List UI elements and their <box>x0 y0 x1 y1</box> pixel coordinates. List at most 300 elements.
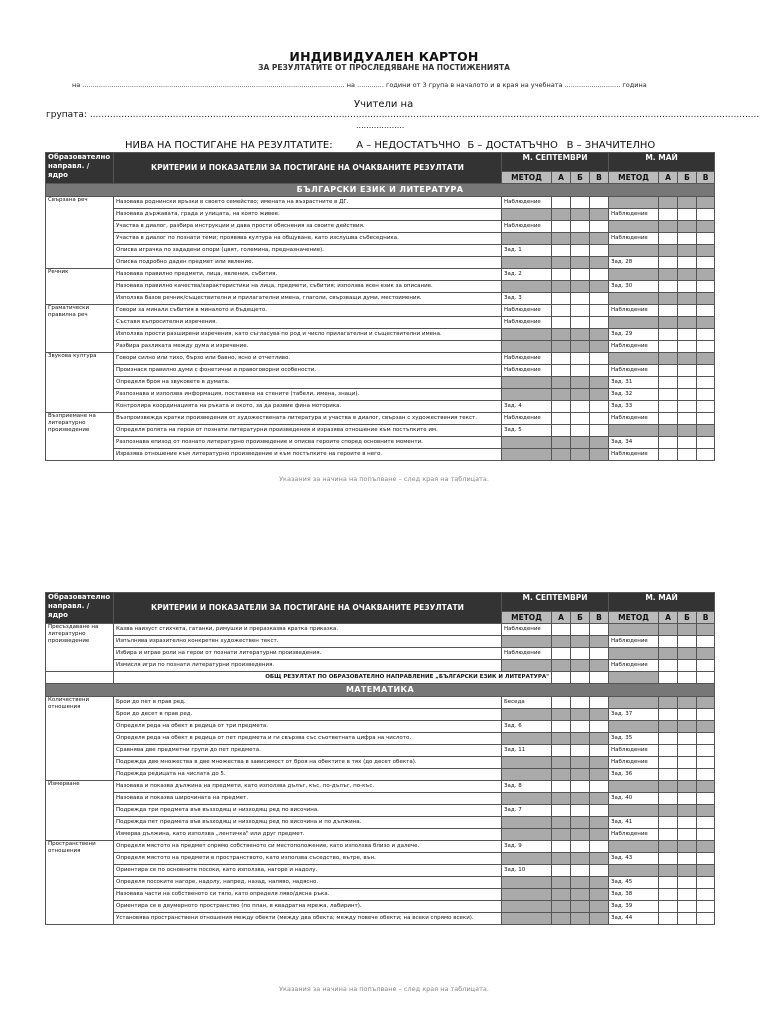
sept-method-cell[interactable] <box>502 829 552 841</box>
sept-b-cell[interactable] <box>571 697 590 709</box>
may-method-cell[interactable] <box>609 425 659 437</box>
may-a-cell[interactable] <box>659 865 678 877</box>
sept-b-cell[interactable] <box>571 660 590 672</box>
may-b-cell[interactable] <box>678 769 697 781</box>
sept-c-cell[interactable] <box>590 269 609 281</box>
may-a-cell[interactable] <box>659 877 678 889</box>
sept-b-cell[interactable] <box>571 889 590 901</box>
may-a-cell[interactable] <box>659 841 678 853</box>
sept-b-cell[interactable] <box>571 197 590 209</box>
may-b-cell[interactable] <box>678 889 697 901</box>
may-b-cell[interactable] <box>678 829 697 841</box>
may-b-cell[interactable] <box>678 305 697 317</box>
sept-b-cell[interactable] <box>571 853 590 865</box>
may-c-cell[interactable] <box>697 305 715 317</box>
may-a-cell[interactable] <box>659 413 678 425</box>
sept-b-cell[interactable] <box>571 209 590 221</box>
may-method-cell[interactable]: Наблюдение <box>609 449 659 461</box>
sept-b-cell[interactable] <box>571 305 590 317</box>
may-c-cell[interactable] <box>697 389 715 401</box>
may-b-cell[interactable] <box>678 841 697 853</box>
may-method-cell[interactable] <box>609 293 659 305</box>
sept-method-cell[interactable]: Зад. 6 <box>502 721 552 733</box>
sept-method-cell[interactable]: Наблюдение <box>502 197 552 209</box>
may-method-cell[interactable]: Зад. 28 <box>609 257 659 269</box>
sept-c-cell[interactable] <box>590 913 609 925</box>
total-may-b[interactable] <box>678 672 697 684</box>
may-b-cell[interactable] <box>678 817 697 829</box>
sept-c-cell[interactable] <box>590 709 609 721</box>
may-a-cell[interactable] <box>659 257 678 269</box>
sept-a-cell[interactable] <box>552 805 571 817</box>
may-a-cell[interactable] <box>659 660 678 672</box>
may-c-cell[interactable] <box>697 793 715 805</box>
may-method-cell[interactable]: Наблюдение <box>609 757 659 769</box>
may-c-cell[interactable] <box>697 865 715 877</box>
sept-a-cell[interactable] <box>552 317 571 329</box>
sept-c-cell[interactable] <box>590 305 609 317</box>
may-c-cell[interactable] <box>697 624 715 636</box>
may-method-cell[interactable]: Наблюдение <box>609 829 659 841</box>
may-a-cell[interactable] <box>659 853 678 865</box>
may-c-cell[interactable] <box>697 257 715 269</box>
sept-method-cell[interactable] <box>502 281 552 293</box>
sept-a-cell[interactable] <box>552 449 571 461</box>
sept-b-cell[interactable] <box>571 329 590 341</box>
sept-method-cell[interactable] <box>502 901 552 913</box>
may-method-cell[interactable]: Зад. 44 <box>609 913 659 925</box>
may-method-cell[interactable]: Наблюдение <box>609 305 659 317</box>
may-a-cell[interactable] <box>659 425 678 437</box>
sept-method-cell[interactable]: Наблюдение <box>502 317 552 329</box>
may-method-cell[interactable]: Зад. 38 <box>609 889 659 901</box>
may-c-cell[interactable] <box>697 353 715 365</box>
may-method-cell[interactable] <box>609 317 659 329</box>
may-b-cell[interactable] <box>678 413 697 425</box>
may-c-cell[interactable] <box>697 449 715 461</box>
sept-a-cell[interactable] <box>552 793 571 805</box>
may-b-cell[interactable] <box>678 353 697 365</box>
may-method-cell[interactable]: Наблюдение <box>609 233 659 245</box>
may-method-cell[interactable]: Наблюдение <box>609 365 659 377</box>
may-b-cell[interactable] <box>678 660 697 672</box>
may-b-cell[interactable] <box>678 401 697 413</box>
may-c-cell[interactable] <box>697 913 715 925</box>
may-a-cell[interactable] <box>659 221 678 233</box>
may-b-cell[interactable] <box>678 745 697 757</box>
may-c-cell[interactable] <box>697 889 715 901</box>
total-may-a[interactable] <box>659 672 678 684</box>
sept-b-cell[interactable] <box>571 221 590 233</box>
sept-method-cell[interactable] <box>502 709 552 721</box>
may-method-cell[interactable] <box>609 805 659 817</box>
sept-method-cell[interactable] <box>502 817 552 829</box>
may-method-cell[interactable]: Наблюдение <box>609 745 659 757</box>
may-b-cell[interactable] <box>678 329 697 341</box>
may-b-cell[interactable] <box>678 437 697 449</box>
may-method-cell[interactable]: Наблюдение <box>609 660 659 672</box>
may-b-cell[interactable] <box>678 317 697 329</box>
may-b-cell[interactable] <box>678 913 697 925</box>
may-a-cell[interactable] <box>659 697 678 709</box>
sept-a-cell[interactable] <box>552 865 571 877</box>
may-a-cell[interactable] <box>659 733 678 745</box>
may-method-cell[interactable] <box>609 197 659 209</box>
may-method-cell[interactable]: Зад. 31 <box>609 377 659 389</box>
sept-b-cell[interactable] <box>571 317 590 329</box>
sept-c-cell[interactable] <box>590 805 609 817</box>
sept-a-cell[interactable] <box>552 437 571 449</box>
sept-c-cell[interactable] <box>590 733 609 745</box>
may-b-cell[interactable] <box>678 865 697 877</box>
sept-method-cell[interactable]: Зад. 10 <box>502 865 552 877</box>
may-c-cell[interactable] <box>697 660 715 672</box>
sept-a-cell[interactable] <box>552 709 571 721</box>
may-a-cell[interactable] <box>659 437 678 449</box>
may-c-cell[interactable] <box>697 829 715 841</box>
may-method-cell[interactable]: Зад. 43 <box>609 853 659 865</box>
sept-b-cell[interactable] <box>571 757 590 769</box>
may-method-cell[interactable] <box>609 648 659 660</box>
may-b-cell[interactable] <box>678 697 697 709</box>
may-b-cell[interactable] <box>678 721 697 733</box>
may-c-cell[interactable] <box>697 269 715 281</box>
may-b-cell[interactable] <box>678 257 697 269</box>
sept-method-cell[interactable]: Наблюдение <box>502 305 552 317</box>
may-method-cell[interactable]: Наблюдение <box>609 636 659 648</box>
may-b-cell[interactable] <box>678 233 697 245</box>
sept-a-cell[interactable] <box>552 733 571 745</box>
sept-c-cell[interactable] <box>590 341 609 353</box>
sept-c-cell[interactable] <box>590 636 609 648</box>
sept-a-cell[interactable] <box>552 293 571 305</box>
sept-method-cell[interactable]: Зад. 2 <box>502 269 552 281</box>
sept-a-cell[interactable] <box>552 209 571 221</box>
sept-b-cell[interactable] <box>571 365 590 377</box>
may-method-cell[interactable]: Зад. 29 <box>609 329 659 341</box>
sept-method-cell[interactable] <box>502 769 552 781</box>
may-a-cell[interactable] <box>659 245 678 257</box>
may-a-cell[interactable] <box>659 913 678 925</box>
may-b-cell[interactable] <box>678 793 697 805</box>
sept-method-cell[interactable] <box>502 757 552 769</box>
may-b-cell[interactable] <box>678 245 697 257</box>
sept-c-cell[interactable] <box>590 889 609 901</box>
sept-a-cell[interactable] <box>552 341 571 353</box>
sept-c-cell[interactable] <box>590 817 609 829</box>
sept-a-cell[interactable] <box>552 389 571 401</box>
may-c-cell[interactable] <box>697 817 715 829</box>
sept-method-cell[interactable]: Наблюдение <box>502 365 552 377</box>
sept-b-cell[interactable] <box>571 901 590 913</box>
may-c-cell[interactable] <box>697 636 715 648</box>
may-a-cell[interactable] <box>659 197 678 209</box>
sept-b-cell[interactable] <box>571 341 590 353</box>
may-c-cell[interactable] <box>697 341 715 353</box>
may-b-cell[interactable] <box>678 449 697 461</box>
may-method-cell[interactable]: Зад. 33 <box>609 401 659 413</box>
sept-b-cell[interactable] <box>571 425 590 437</box>
sept-c-cell[interactable] <box>590 793 609 805</box>
sept-method-cell[interactable]: Зад. 5 <box>502 425 552 437</box>
sept-b-cell[interactable] <box>571 269 590 281</box>
sept-b-cell[interactable] <box>571 841 590 853</box>
sept-a-cell[interactable] <box>552 281 571 293</box>
may-b-cell[interactable] <box>678 648 697 660</box>
sept-b-cell[interactable] <box>571 636 590 648</box>
sept-method-cell[interactable]: Зад. 7 <box>502 805 552 817</box>
may-c-cell[interactable] <box>697 401 715 413</box>
sept-method-cell[interactable]: Наблюдение <box>502 624 552 636</box>
may-method-cell[interactable]: Зад. 40 <box>609 793 659 805</box>
sept-method-cell[interactable]: Беседа <box>502 697 552 709</box>
sept-c-cell[interactable] <box>590 437 609 449</box>
may-c-cell[interactable] <box>697 377 715 389</box>
may-a-cell[interactable] <box>659 269 678 281</box>
sept-b-cell[interactable] <box>571 389 590 401</box>
may-b-cell[interactable] <box>678 733 697 745</box>
may-c-cell[interactable] <box>697 841 715 853</box>
sept-c-cell[interactable] <box>590 865 609 877</box>
may-a-cell[interactable] <box>659 209 678 221</box>
sept-a-cell[interactable] <box>552 197 571 209</box>
may-a-cell[interactable] <box>659 233 678 245</box>
may-method-cell[interactable]: Зад. 35 <box>609 733 659 745</box>
may-method-cell[interactable] <box>609 245 659 257</box>
sept-b-cell[interactable] <box>571 745 590 757</box>
may-c-cell[interactable] <box>697 805 715 817</box>
sept-b-cell[interactable] <box>571 877 590 889</box>
may-b-cell[interactable] <box>678 805 697 817</box>
sept-c-cell[interactable] <box>590 425 609 437</box>
sept-c-cell[interactable] <box>590 660 609 672</box>
may-c-cell[interactable] <box>697 437 715 449</box>
sept-b-cell[interactable] <box>571 781 590 793</box>
sept-a-cell[interactable] <box>552 269 571 281</box>
may-c-cell[interactable] <box>697 757 715 769</box>
sept-method-cell[interactable] <box>502 329 552 341</box>
sept-b-cell[interactable] <box>571 233 590 245</box>
sept-a-cell[interactable] <box>552 889 571 901</box>
sept-b-cell[interactable] <box>571 721 590 733</box>
may-method-cell[interactable] <box>609 865 659 877</box>
sept-b-cell[interactable] <box>571 413 590 425</box>
may-c-cell[interactable] <box>697 877 715 889</box>
may-method-cell[interactable]: Зад. 37 <box>609 709 659 721</box>
sept-b-cell[interactable] <box>571 624 590 636</box>
total-sept-b[interactable] <box>571 672 590 684</box>
may-a-cell[interactable] <box>659 401 678 413</box>
sept-a-cell[interactable] <box>552 697 571 709</box>
sept-method-cell[interactable]: Зад. 11 <box>502 745 552 757</box>
may-a-cell[interactable] <box>659 721 678 733</box>
may-method-cell[interactable]: Зад. 32 <box>609 389 659 401</box>
sept-b-cell[interactable] <box>571 281 590 293</box>
sept-c-cell[interactable] <box>590 877 609 889</box>
sept-a-cell[interactable] <box>552 745 571 757</box>
sept-c-cell[interactable] <box>590 745 609 757</box>
sept-method-cell[interactable] <box>502 793 552 805</box>
sept-method-cell[interactable]: Зад. 9 <box>502 841 552 853</box>
may-b-cell[interactable] <box>678 389 697 401</box>
sept-a-cell[interactable] <box>552 413 571 425</box>
sept-a-cell[interactable] <box>552 257 571 269</box>
may-b-cell[interactable] <box>678 365 697 377</box>
may-a-cell[interactable] <box>659 793 678 805</box>
may-method-cell[interactable]: Зад. 30 <box>609 281 659 293</box>
may-method-cell[interactable] <box>609 781 659 793</box>
may-a-cell[interactable] <box>659 281 678 293</box>
sept-method-cell[interactable] <box>502 913 552 925</box>
may-b-cell[interactable] <box>678 757 697 769</box>
sept-c-cell[interactable] <box>590 293 609 305</box>
sept-a-cell[interactable] <box>552 425 571 437</box>
sept-method-cell[interactable]: Зад. 3 <box>502 293 552 305</box>
may-a-cell[interactable] <box>659 365 678 377</box>
may-c-cell[interactable] <box>697 197 715 209</box>
sept-b-cell[interactable] <box>571 733 590 745</box>
sept-c-cell[interactable] <box>590 257 609 269</box>
sept-a-cell[interactable] <box>552 353 571 365</box>
sept-method-cell[interactable]: Наблюдение <box>502 413 552 425</box>
may-a-cell[interactable] <box>659 781 678 793</box>
may-c-cell[interactable] <box>697 233 715 245</box>
sept-a-cell[interactable] <box>552 781 571 793</box>
may-b-cell[interactable] <box>678 709 697 721</box>
may-c-cell[interactable] <box>697 901 715 913</box>
sept-a-cell[interactable] <box>552 245 571 257</box>
may-a-cell[interactable] <box>659 829 678 841</box>
may-c-cell[interactable] <box>697 745 715 757</box>
sept-b-cell[interactable] <box>571 817 590 829</box>
sept-c-cell[interactable] <box>590 233 609 245</box>
sept-b-cell[interactable] <box>571 913 590 925</box>
sept-c-cell[interactable] <box>590 449 609 461</box>
may-c-cell[interactable] <box>697 709 715 721</box>
sept-method-cell[interactable] <box>502 877 552 889</box>
sept-b-cell[interactable] <box>571 648 590 660</box>
may-method-cell[interactable] <box>609 697 659 709</box>
sept-b-cell[interactable] <box>571 709 590 721</box>
may-method-cell[interactable]: Зад. 34 <box>609 437 659 449</box>
sept-b-cell[interactable] <box>571 353 590 365</box>
may-c-cell[interactable] <box>697 721 715 733</box>
sept-c-cell[interactable] <box>590 721 609 733</box>
sept-c-cell[interactable] <box>590 329 609 341</box>
may-c-cell[interactable] <box>697 245 715 257</box>
sept-a-cell[interactable] <box>552 636 571 648</box>
sept-method-cell[interactable] <box>502 233 552 245</box>
sept-method-cell[interactable] <box>502 341 552 353</box>
sept-c-cell[interactable] <box>590 841 609 853</box>
sept-c-cell[interactable] <box>590 377 609 389</box>
may-b-cell[interactable] <box>678 853 697 865</box>
may-method-cell[interactable]: Наблюдение <box>609 209 659 221</box>
sept-method-cell[interactable] <box>502 636 552 648</box>
may-c-cell[interactable] <box>697 281 715 293</box>
sept-b-cell[interactable] <box>571 805 590 817</box>
may-method-cell[interactable] <box>609 624 659 636</box>
sept-c-cell[interactable] <box>590 389 609 401</box>
sept-a-cell[interactable] <box>552 757 571 769</box>
may-b-cell[interactable] <box>678 377 697 389</box>
sept-a-cell[interactable] <box>552 853 571 865</box>
may-b-cell[interactable] <box>678 624 697 636</box>
sept-method-cell[interactable]: Зад. 4 <box>502 401 552 413</box>
sept-a-cell[interactable] <box>552 377 571 389</box>
sept-a-cell[interactable] <box>552 913 571 925</box>
may-c-cell[interactable] <box>697 853 715 865</box>
may-b-cell[interactable] <box>678 197 697 209</box>
sept-c-cell[interactable] <box>590 365 609 377</box>
sept-a-cell[interactable] <box>552 817 571 829</box>
sept-c-cell[interactable] <box>590 245 609 257</box>
may-a-cell[interactable] <box>659 449 678 461</box>
may-a-cell[interactable] <box>659 817 678 829</box>
sept-c-cell[interactable] <box>590 901 609 913</box>
sept-method-cell[interactable] <box>502 209 552 221</box>
sept-c-cell[interactable] <box>590 781 609 793</box>
may-a-cell[interactable] <box>659 293 678 305</box>
may-c-cell[interactable] <box>697 781 715 793</box>
sept-a-cell[interactable] <box>552 829 571 841</box>
sept-c-cell[interactable] <box>590 624 609 636</box>
may-method-cell[interactable] <box>609 841 659 853</box>
total-sept-c[interactable] <box>590 672 609 684</box>
may-b-cell[interactable] <box>678 221 697 233</box>
may-c-cell[interactable] <box>697 317 715 329</box>
sept-c-cell[interactable] <box>590 401 609 413</box>
may-b-cell[interactable] <box>678 781 697 793</box>
may-a-cell[interactable] <box>659 805 678 817</box>
may-c-cell[interactable] <box>697 648 715 660</box>
may-a-cell[interactable] <box>659 377 678 389</box>
sept-method-cell[interactable] <box>502 449 552 461</box>
may-a-cell[interactable] <box>659 636 678 648</box>
may-a-cell[interactable] <box>659 757 678 769</box>
sept-b-cell[interactable] <box>571 257 590 269</box>
sept-method-cell[interactable]: Наблюдение <box>502 353 552 365</box>
sept-c-cell[interactable] <box>590 281 609 293</box>
may-b-cell[interactable] <box>678 877 697 889</box>
sept-a-cell[interactable] <box>552 660 571 672</box>
may-method-cell[interactable]: Наблюдение <box>609 341 659 353</box>
sept-b-cell[interactable] <box>571 865 590 877</box>
may-method-cell[interactable]: Зад. 45 <box>609 877 659 889</box>
sept-c-cell[interactable] <box>590 413 609 425</box>
may-c-cell[interactable] <box>697 697 715 709</box>
sept-method-cell[interactable]: Наблюдение <box>502 221 552 233</box>
may-a-cell[interactable] <box>659 317 678 329</box>
sept-a-cell[interactable] <box>552 305 571 317</box>
may-method-cell[interactable] <box>609 721 659 733</box>
may-b-cell[interactable] <box>678 901 697 913</box>
may-method-cell[interactable] <box>609 269 659 281</box>
sept-a-cell[interactable] <box>552 401 571 413</box>
may-c-cell[interactable] <box>697 209 715 221</box>
sept-a-cell[interactable] <box>552 721 571 733</box>
may-a-cell[interactable] <box>659 745 678 757</box>
may-a-cell[interactable] <box>659 901 678 913</box>
may-b-cell[interactable] <box>678 425 697 437</box>
sept-b-cell[interactable] <box>571 793 590 805</box>
sept-method-cell[interactable] <box>502 377 552 389</box>
may-a-cell[interactable] <box>659 648 678 660</box>
sept-c-cell[interactable] <box>590 829 609 841</box>
sept-method-cell[interactable] <box>502 733 552 745</box>
may-c-cell[interactable] <box>697 365 715 377</box>
may-b-cell[interactable] <box>678 636 697 648</box>
